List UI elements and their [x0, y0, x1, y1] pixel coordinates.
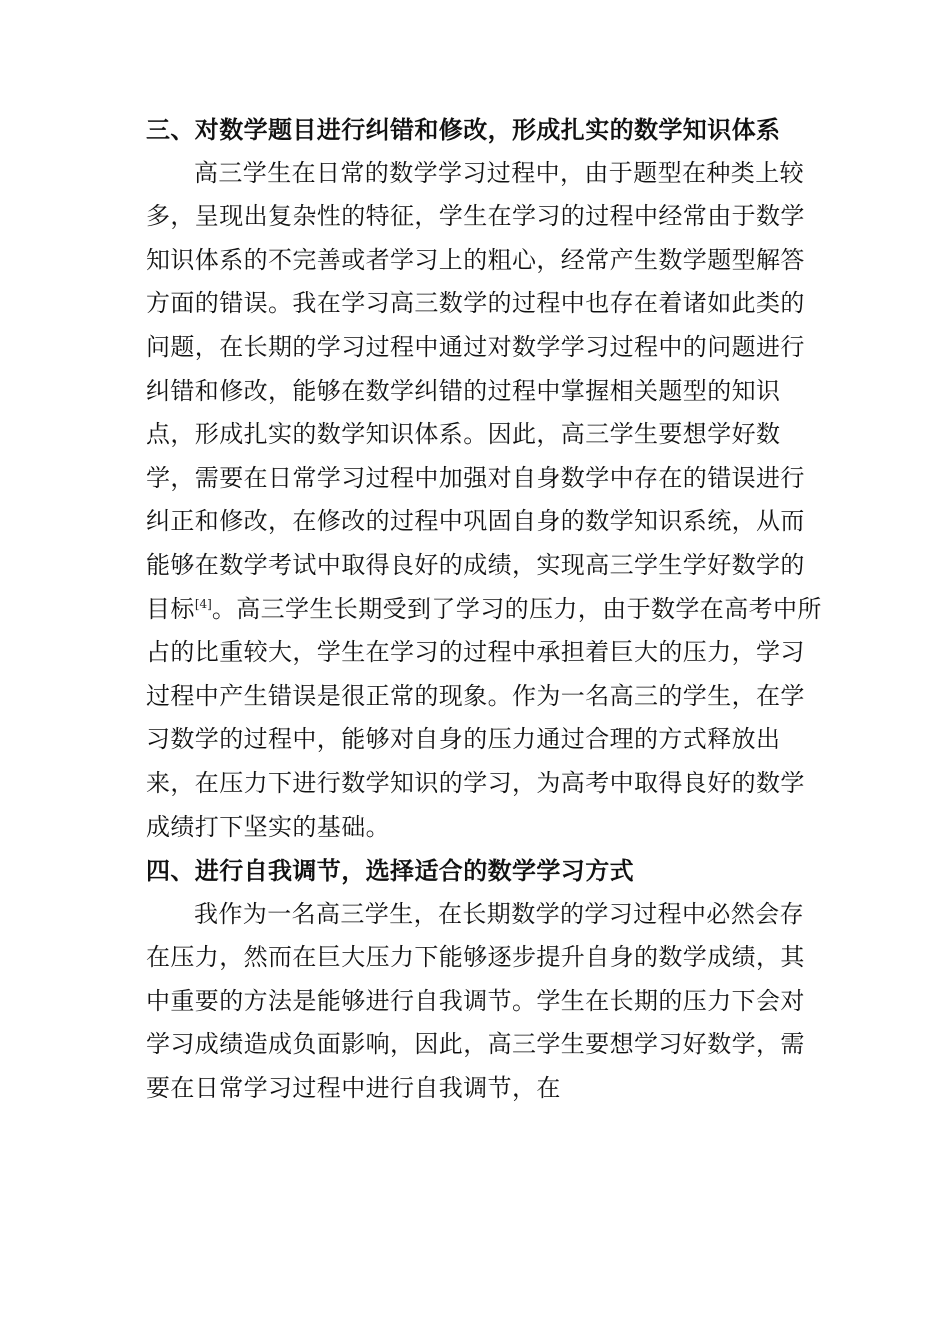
section-heading-3: 三、对数学题目进行纠错和修改，形成扎实的数学知识体系 — [146, 115, 781, 144]
section-3-paragraph-text-part-2: 。高三学生长期受到了学习的压力，由于数学在高考中所占的比重较大，学生在学习的过程中承担着巨大的压力，学习过程中产生错误是很正常的现象。作为一名高三的学生，在学习数学的过程中，能够对自身的压力通过合理的方式释放出来，在压力下进行数学知识的学习，为高考中取得良好的数学成绩打下坚实的基础。 — [146, 594, 822, 841]
section-3-paragraph-text-part-1: 高三学生在日常的数学学习过程中，由于题型在种类上较多，呈现出复杂性的特征，学生在学习的过程中经常由于数学知识体系的不完善或者学习上的粗心，经常产生数学题型解答方面的错误。我在学习高三数学的过程中也存在着诸如此类的问题，在长期的学习过程中通过对数学学习过程中的问题进行纠错和修改，能够在数学纠错的过程中掌握相关题型的知识点，形成扎实的数学知识体系。因此，高三学生要想学好数学，需要在日常学习过程中加强对自身数学中存在的错误进行纠正和修改，在修改的过程中巩固自身的数学知识系统，从而能够在数学考试中取得良好的成绩，实现高三学生学好数学的目标 — [146, 158, 805, 623]
section-4-paragraph: 我作为一名高三学生，在长期数学的学习过程中必然会存在压力，然而在巨大压力下能够逐步提升自身的数学成绩，其中重要的方法是能够进行自我调节。学生在长期的压力下会对学习成绩造成负面影响，因此，高三学生要想学习好数学，需要在日常学习过程中进行自我调节，在 — [146, 899, 805, 1103]
citation-marker: [4] — [194, 596, 212, 611]
document-body — [146, 108, 826, 1111]
section-heading-4: 四、进行自我调节，选择适合的数学学习方式 — [146, 856, 634, 886]
section-3-paragraph — [146, 152, 826, 850]
